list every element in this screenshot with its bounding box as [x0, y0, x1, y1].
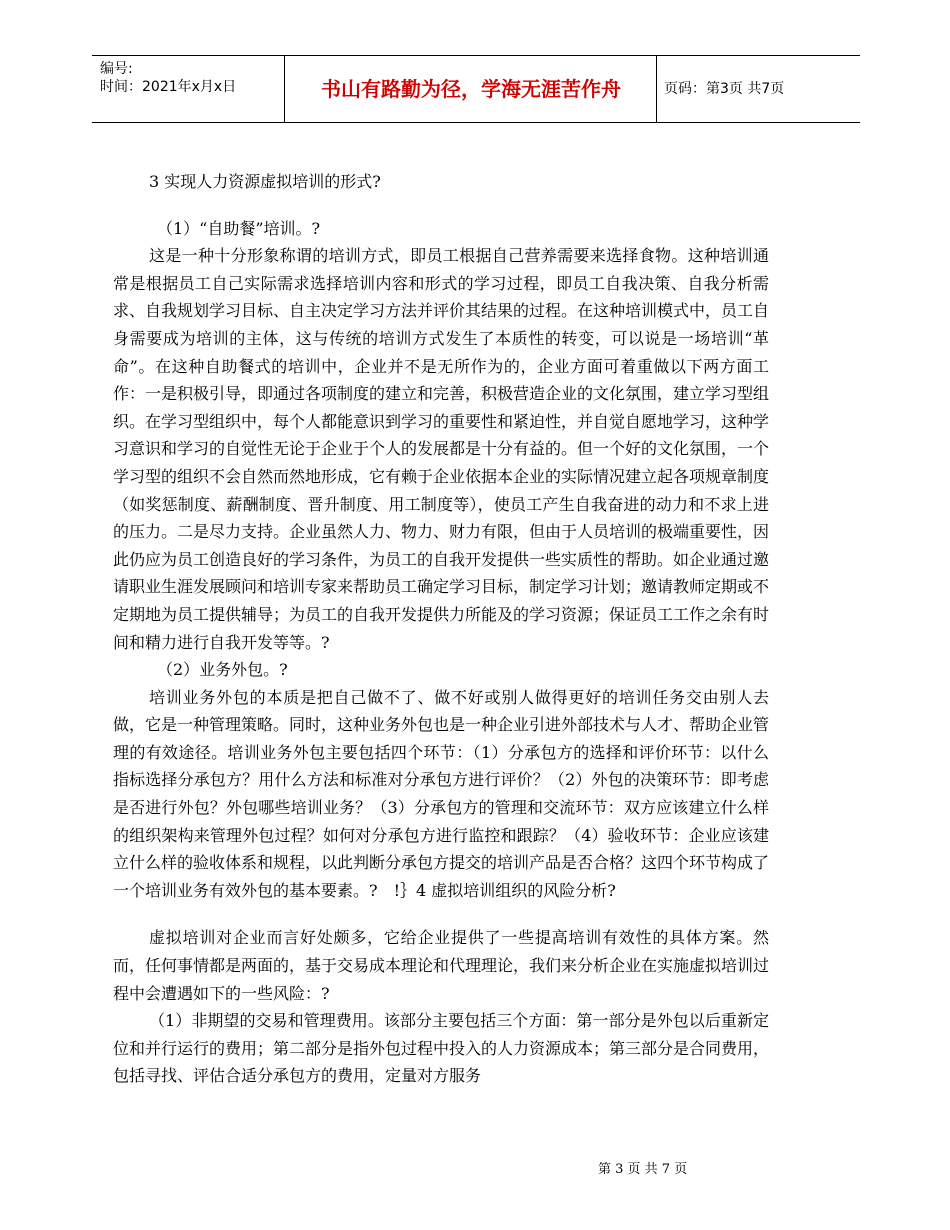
- header-meta: [100, 60, 236, 96]
- paragraph-risk-intro: 虚拟培训对企业而言好处颇多，它给企业提供了一些提高培训有效性的具体方案。然而，任何事情都是两面的，基于交易成本理论和代理理论，我们来分析企业在实施虚拟培训过程中会遭遇如下的一些风险：?: [113, 928, 770, 1003]
- header-divider-right: [656, 56, 657, 122]
- paragraph-outsourcing: 培训业务外包的本质是把自己做不了、做不好或别人做得更好的培训任务交由别人去做，它是一种管理策略。同时，这种业务外包也是一种企业引进外部技术与人才、帮助企业管理的有效途径。培训业务外包主要包括四个环节：（1）分承包方的选择和评价环节：以什么指标选择分承包方？用什么方法和标准对分承包方进行评价？（2）外包的决策环节：即考虑是否进行外包？外包哪些培训业务？（3）分承包方的管理和交流环节：双方应该建立什么样的组织架构来管理外包过程？如何对分承包方进行监控和跟踪？（4）验收环节：企业应该建立什么样的验收体系和规程，以此判断分承包方提交的培训产品是否合格？这四个环节构成了一个培训业务有效外包的基本要素。? !｝4 虚拟培训组织的风险分析?: [113, 687, 770, 900]
- document-body: [113, 168, 769, 1090]
- header-page-info: 页码：第3页 共7页: [664, 81, 785, 97]
- time-label: 时间：2021年x月x日: [100, 79, 237, 95]
- header-motto: 书山有路勤为径，学海无涯苦作舟: [321, 77, 621, 101]
- header-divider-left: [284, 56, 285, 122]
- page-footer: 第 3 页 共 7 页: [598, 1162, 688, 1177]
- paragraph-self-service: 这是一种十分形象称谓的培训方式，即员工根据自己营养需要来选择食物。这种培训通常是根据员工自己实际需求选择培训内容和形式的学习过程，即员工自我决策、自我分析需求、自我规划学习目标、自主决定学习方法并评价其结果的过程。在这种培训模式中，员工自身需要成为培训的主体，这与传统的培训方式发生了本质性的转变，可以说是一场培训“革命”。在这种自助餐式的培训中，企业并不是无所作为的，企业方面可着重做以下两方面工作：一是积极引导，即通过各项制度的建立和完善，积极营造企业的文化氛围，建立学习型组织。在学习型组织中，每个人都能意识到学习的重要性和紧迫性，并自觉自愿地学习，这种学习意识和学习的自觉性无论于企业于个人的发展都是十分有益的。但一个好的文化氛围，一个学习型的组织不会自然而然地形成，它有赖于企业依据本企业的实际情况建立起各项规章制度（如奖惩制度、薪酬制度、晋升制度、用工制度等），使员工产生自我奋进的动力和不求上进的压力。二是尽力支持。企业虽然人力、物力、财力有限，但由于人员培训的极端重要性，因此仍应为员工创造良好的学习条件，为员工的自我开发提供一些实质性的帮助。如企业通过邀请职业生涯发展顾问和培训专家来帮助员工确定学习目标，制定学习计划；邀请教师定期或不定期地为员工提供辅导；为员工的自我开发提供力所能及的学习资源；保证员工工作之余有时间和精力进行自我开发等等。?: [113, 246, 770, 652]
- subheading-outsourcing: （2）业务外包。?: [157, 660, 288, 680]
- number-label: 编号:: [100, 61, 133, 77]
- section-heading: 3 实现人力资源虚拟培训的形式?: [149, 172, 381, 191]
- page-header: [92, 55, 860, 123]
- paragraph-risk-costs: （1）非期望的交易和管理费用。该部分主要包括三个方面：第一部分是外包以后重新定位和并行运行的费用；第二部分是指外包过程中投入的人力资源成本；第三部分是合同费用，包括寻找、评估合适分承包方的费用，定量对方服务: [113, 1011, 770, 1086]
- subheading-self-service: （1）“自助餐”培训。?: [157, 218, 321, 238]
